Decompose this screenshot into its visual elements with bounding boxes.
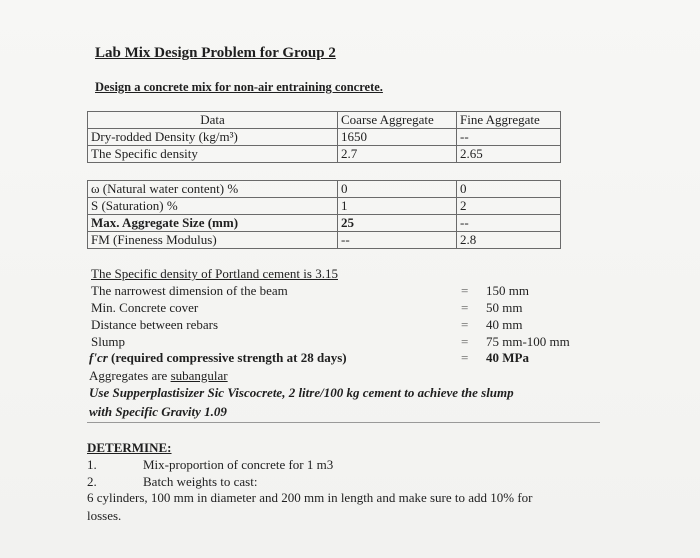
divider bbox=[87, 422, 600, 423]
aggregate-moisture-table bbox=[87, 180, 561, 249]
determine-item-1-number: 1. bbox=[87, 457, 97, 472]
table-cell: Max. Aggregate Size (mm) bbox=[88, 215, 338, 232]
determine-item-2-number: 2. bbox=[87, 474, 97, 489]
table-cell: Dry-rodded Density (kg/m³) bbox=[88, 129, 338, 146]
slump-value: 75 mm-100 mm bbox=[486, 334, 570, 349]
concrete-cover-label: Min. Concrete cover bbox=[91, 300, 199, 315]
required-strength-value: 40 MPa bbox=[486, 350, 529, 365]
determine-item-2-text: Batch weights to cast: bbox=[143, 474, 258, 489]
cement-specific-density-text: The Specific density of Portland cement is 3.15 bbox=[91, 266, 338, 281]
losses-text: losses. bbox=[87, 508, 122, 523]
equals-sign: = bbox=[461, 283, 469, 298]
cylinder-requirement-text: 6 cylinders, 100 mm in diameter and 200 mm in length and make sure to add 10% for bbox=[87, 490, 533, 505]
table-cell: S (Saturation) % bbox=[88, 198, 338, 215]
table-header-cell: Data bbox=[88, 112, 338, 129]
beam-dimension-label: The narrowest dimension of the beam bbox=[91, 283, 288, 298]
table-cell: 2 bbox=[457, 198, 561, 215]
page-subtitle: Design a concrete mix for non-air entraining concrete. bbox=[95, 80, 383, 94]
table-cell: 2.7 bbox=[338, 146, 457, 163]
table-row bbox=[88, 215, 561, 232]
fcr-symbol: f'cr bbox=[89, 350, 108, 365]
table-cell: -- bbox=[338, 232, 457, 249]
aggregate-shape-text bbox=[89, 368, 228, 384]
page-title: Lab Mix Design Problem for Group 2 bbox=[95, 45, 336, 61]
table-cell: 0 bbox=[338, 181, 457, 198]
aggregate-properties-table bbox=[87, 111, 561, 163]
table-cell: 1 bbox=[338, 198, 457, 215]
table-header-cell: Fine Aggregate bbox=[457, 112, 561, 129]
aggregate-shape-value: subangular bbox=[170, 368, 228, 383]
determine-item-1-text: Mix-proportion of concrete for 1 m3 bbox=[143, 457, 334, 472]
required-strength-label bbox=[89, 350, 347, 366]
table-cell: 2.65 bbox=[457, 146, 561, 163]
table-cell: ω (Natural water content) % bbox=[88, 181, 338, 198]
table-cell: The Specific density bbox=[88, 146, 338, 163]
concrete-cover-value: 50 mm bbox=[486, 300, 523, 315]
table-cell: 0 bbox=[457, 181, 561, 198]
fcr-description: (required compressive strength at 28 days) bbox=[107, 350, 347, 365]
slump-label: Slump bbox=[91, 334, 125, 349]
aggregate-shape-prefix: Aggregates are bbox=[89, 368, 171, 383]
superplasticizer-gravity-text: with Specific Gravity 1.09 bbox=[89, 404, 227, 419]
table-header-cell: Coarse Aggregate bbox=[338, 112, 457, 129]
table-header-row bbox=[88, 112, 561, 129]
table-cell: 2.8 bbox=[457, 232, 561, 249]
table-cell: -- bbox=[457, 215, 561, 232]
equals-sign: = bbox=[461, 334, 469, 349]
table-row bbox=[88, 198, 561, 215]
table-row bbox=[88, 181, 561, 198]
rebar-distance-value: 40 mm bbox=[486, 317, 523, 332]
table-cell: -- bbox=[457, 129, 561, 146]
table-cell: 25 bbox=[338, 215, 457, 232]
beam-dimension-value: 150 mm bbox=[486, 283, 529, 298]
equals-sign: = bbox=[461, 300, 469, 315]
table-row bbox=[88, 232, 561, 249]
determine-heading: DETERMINE: bbox=[87, 440, 172, 455]
table-cell: 1650 bbox=[338, 129, 457, 146]
table-row bbox=[88, 146, 561, 163]
equals-sign: = bbox=[461, 350, 469, 365]
superplasticizer-text: Use Supperplastisizer Sic Viscocrete, 2 litre/100 kg cement to achieve the slump bbox=[89, 385, 514, 400]
equals-sign: = bbox=[461, 317, 469, 332]
table-row bbox=[88, 129, 561, 146]
rebar-distance-label: Distance between rebars bbox=[91, 317, 219, 332]
table-cell: FM (Fineness Modulus) bbox=[88, 232, 338, 249]
